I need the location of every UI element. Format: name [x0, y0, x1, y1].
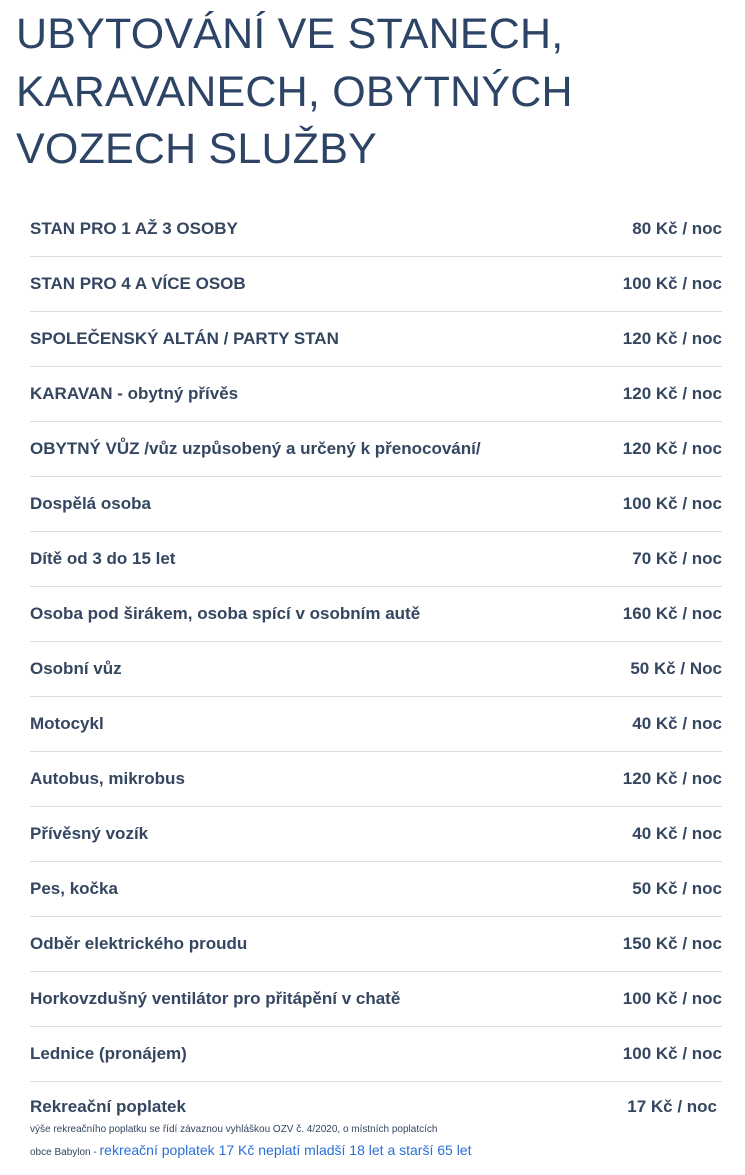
page-title-line-2: KARAVANECH, OBYTNÝCH — [16, 67, 573, 116]
price-row-label: STAN PRO 4 A VÍCE OSOB — [30, 274, 246, 293]
recreation-fee-note-2 — [30, 1138, 722, 1165]
price-row-value: 40 Kč / noc — [632, 714, 722, 733]
page-title-line-3: VOZECH SLUŽBY — [16, 125, 378, 173]
price-row — [30, 917, 722, 972]
price-row — [30, 972, 722, 1027]
price-row-label: Přívěsný vozík — [30, 824, 149, 843]
price-row-value: 120 Kč / noc — [622, 384, 722, 403]
price-row — [30, 752, 722, 807]
price-list — [30, 202, 722, 1082]
price-row-value: 40 Kč / noc — [632, 824, 722, 843]
price-row-value: 100 Kč / noc — [622, 989, 722, 1008]
price-row — [30, 312, 722, 367]
price-row — [30, 202, 722, 257]
price-row — [30, 807, 722, 862]
price-row-value: 100 Kč / noc — [622, 1044, 722, 1063]
price-row-value: 160 Kč / noc — [622, 604, 722, 623]
price-row-label: STAN PRO 1 AŽ 3 OSOBY — [30, 219, 238, 238]
page-title — [16, 6, 716, 179]
price-row-label: Pes, kočka — [30, 879, 118, 898]
recreation-fee-link[interactable]: rekreační poplatek 17 Kč neplatí mladší 18 let a starší 65 let — [99, 1142, 472, 1158]
price-row — [30, 367, 722, 422]
price-row-label: Autobus, mikrobus — [30, 769, 185, 788]
price-row-label: KARAVAN - obytný přívěs — [30, 384, 239, 403]
price-row-value: 80 Kč / noc — [632, 219, 722, 238]
price-row — [30, 697, 722, 752]
price-row-value: 120 Kč / noc — [622, 439, 722, 458]
recreation-fee-head — [30, 1092, 722, 1122]
recreation-fee-note-prefix: obce Babylon - — [30, 1147, 100, 1158]
price-row-label: Osobní vůz — [30, 659, 122, 678]
page-title-line-1: UBYTOVÁNÍ VE STANECH, — [16, 10, 564, 58]
price-row-label: SPOLEČENSKÝ ALTÁN / PARTY STAN — [30, 329, 339, 348]
price-row-value: 120 Kč / noc — [622, 769, 722, 788]
price-row — [30, 587, 722, 642]
price-row-value: 120 Kč / noc — [622, 329, 722, 348]
price-row-label: Osoba pod širákem, osoba spící v osobním autě — [30, 604, 421, 623]
price-row — [30, 1027, 722, 1082]
price-row-label: Odběr elektrického proudu — [30, 934, 248, 953]
price-row — [30, 422, 722, 477]
price-row-value: 17 Kč / noc — [627, 1097, 717, 1116]
price-row — [30, 477, 722, 532]
price-row-value: 100 Kč / noc — [622, 274, 722, 293]
recreation-fee-note: výše rekreačního poplatku se řídí závaznou vyhláškou OZV č. 4/2020, o místních poplatcích — [30, 1124, 438, 1135]
price-row-recreation-fee — [30, 1092, 722, 1165]
price-row-label: OBYTNÝ VŮZ /vůz uzpůsobený a určený k přenocování/ — [30, 439, 481, 458]
price-row-value: 50 Kč / noc — [632, 879, 722, 898]
price-row-value: 100 Kč / noc — [622, 494, 722, 513]
price-row-value: 70 Kč / noc — [632, 549, 722, 568]
price-row — [30, 532, 722, 587]
price-row-label: Lednice (pronájem) — [30, 1044, 187, 1063]
price-row-label: Dospělá osoba — [30, 494, 151, 513]
price-row — [30, 642, 722, 697]
price-row-value: 50 Kč / Noc — [630, 659, 722, 678]
price-row-label: Motocykl — [30, 714, 104, 733]
price-row-value: 150 Kč / noc — [622, 934, 722, 953]
price-row-label: Dítě od 3 do 15 let — [30, 549, 176, 568]
price-row — [30, 862, 722, 917]
price-row-label: Rekreační poplatek — [30, 1097, 186, 1116]
price-row-label: Horkovzdušný ventilátor pro přitápění v chatě — [30, 989, 401, 1008]
price-row — [30, 257, 722, 312]
